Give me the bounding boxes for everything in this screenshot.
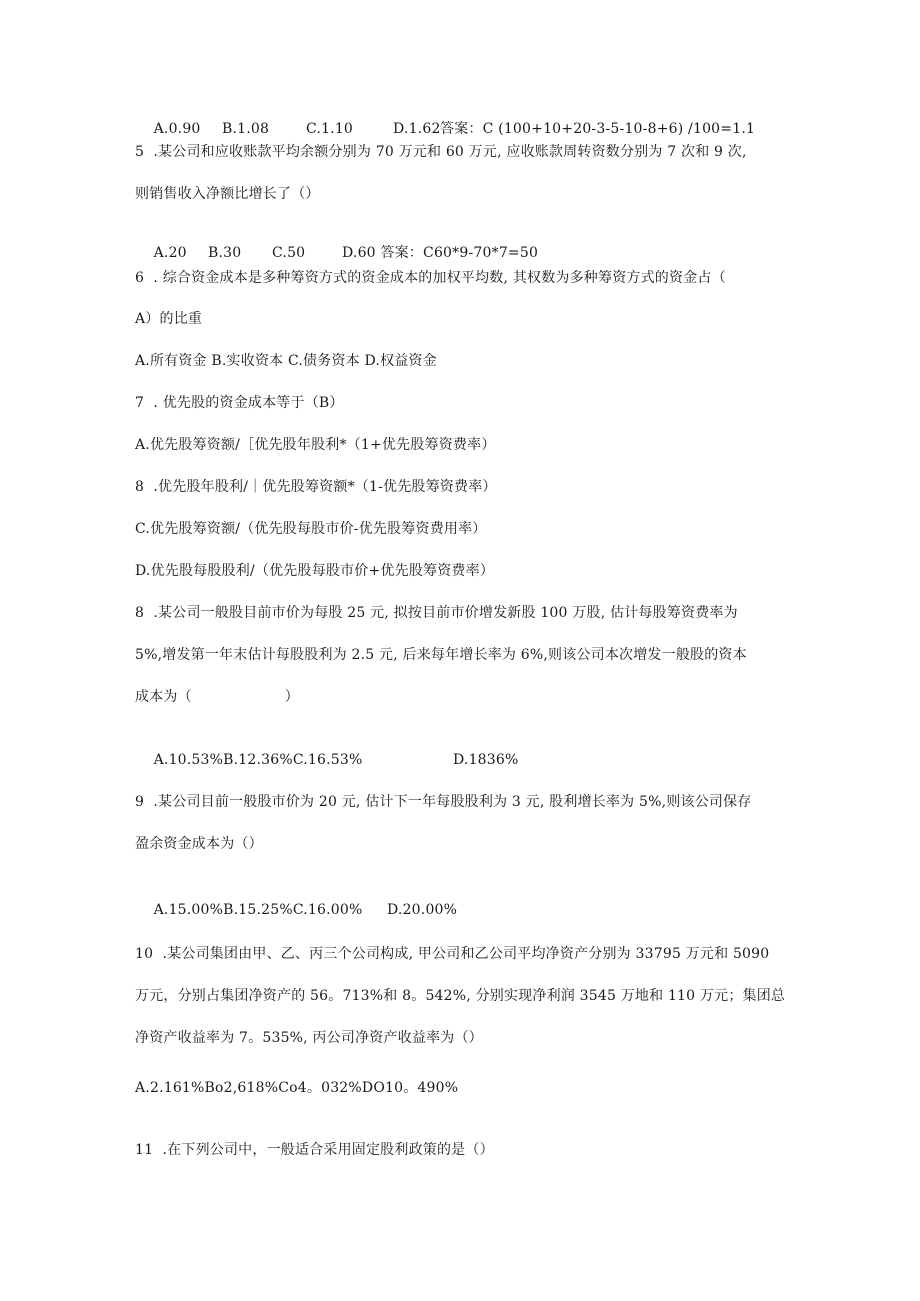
q5-option-b: B.30 <box>208 245 242 261</box>
q4-option-c: C.1.10 <box>306 121 354 137</box>
q6-options: A.所有资金 B.实收资本 C.债务资本 D.权益资金 <box>135 353 437 369</box>
q7-option-b: 8 .优先股年股利/｜优先股筹资额*（1-优先股筹资费率） <box>135 479 497 495</box>
q5-option-a: A.20 <box>153 245 187 261</box>
q9-option-d: D.20.00% <box>387 902 458 918</box>
q9-options-abc: A.15.00%B.15.25%C.16.00% <box>153 902 363 918</box>
q10-text-line-3: 净资产收益率为 7。535%, 丙公司净资产收益率为（） <box>135 1030 483 1046</box>
q8-options-line <box>135 733 519 787</box>
q6-text-line-1: 6 . 综合资金成本是多种筹资方式的资金成本的加权平均数, 其权数为多种筹资方式的资金占（ <box>135 270 726 286</box>
q7-text-line-1: 7 . 优先股的资金成本等于（B） <box>135 395 344 411</box>
q5-text-line-2: 则销售收入净额比增长了（） <box>135 186 320 202</box>
q10-text-line-2: 万元，分别占集团净资产的 56。713%和 8。542%, 分别实现净利润 3545 万地和 110 万元；集团总 <box>135 988 786 1004</box>
q6-text-line-2: A）的比重 <box>135 311 203 327</box>
q9-text-line-2: 盈余资金成本为（） <box>135 836 263 852</box>
q8-option-d: D.1836% <box>453 752 519 768</box>
q4-answer: 答案：C (100+10+20-3-5-10-8+6) /100=1.1 <box>440 121 756 137</box>
q4-option-d: D.1.62 <box>393 121 441 137</box>
q7-option-d: D.优先股每股股利/（优先股每股市价+优先股筹资费率） <box>135 563 495 579</box>
q9-options-line <box>135 883 458 937</box>
q7-option-a: A.优先股筹资额/［优先股年股利*（1+优先股筹资费率） <box>135 437 496 453</box>
q4-option-a: A.0.90 <box>153 121 201 137</box>
q8-text-line-2: 5%,增发第一年末估计每股股利为 2.5 元, 后来每年增长率为 6%,则该公司本次增发一般股的资本 <box>135 647 747 663</box>
q8-text-line-1: 8 .某公司一般股目前市价为每股 25 元, 拟按目前市价增发新股 100 万股, 估计每股筹资费率为 <box>135 605 738 621</box>
q10-options: A.2.161%Bo2,618%Co4。032%DO10。490% <box>135 1080 459 1096</box>
q8-options-abc: A.10.53%B.12.36%C.16.53% <box>153 752 363 768</box>
q5-option-d: D.60 答案：C60*9-70*7=50 <box>342 245 539 261</box>
q7-option-c: C.优先股筹资额/（优先股每股市价-优先股筹资费用率） <box>135 521 487 537</box>
q8-text-line-3: 成本为（ ） <box>135 689 300 705</box>
q5-text-line-1: 5 .某公司和应收账款平均余额分别为 70 万元和 60 万元, 应收账款周转资数分别为 7 次和 9 次, <box>135 144 747 160</box>
q5-option-c: C.50 <box>272 245 306 261</box>
q10-text-line-1: 10 .某公司集团由甲、乙、丙三个公司构成, 甲公司和乙公司平均净资产分别为 33795 万元和 5090 <box>135 946 770 962</box>
q9-text-line-1: 9 .某公司目前一般股市价为 20 元, 估计下一年每股股利为 3 元, 股利增长率为 5%,则该公司保存 <box>135 794 752 810</box>
q11-text-line-1: 11 .在下列公司中，一般适合采用固定股利政策的是（） <box>135 1142 494 1158</box>
q4-option-b: B.1.08 <box>222 121 270 137</box>
